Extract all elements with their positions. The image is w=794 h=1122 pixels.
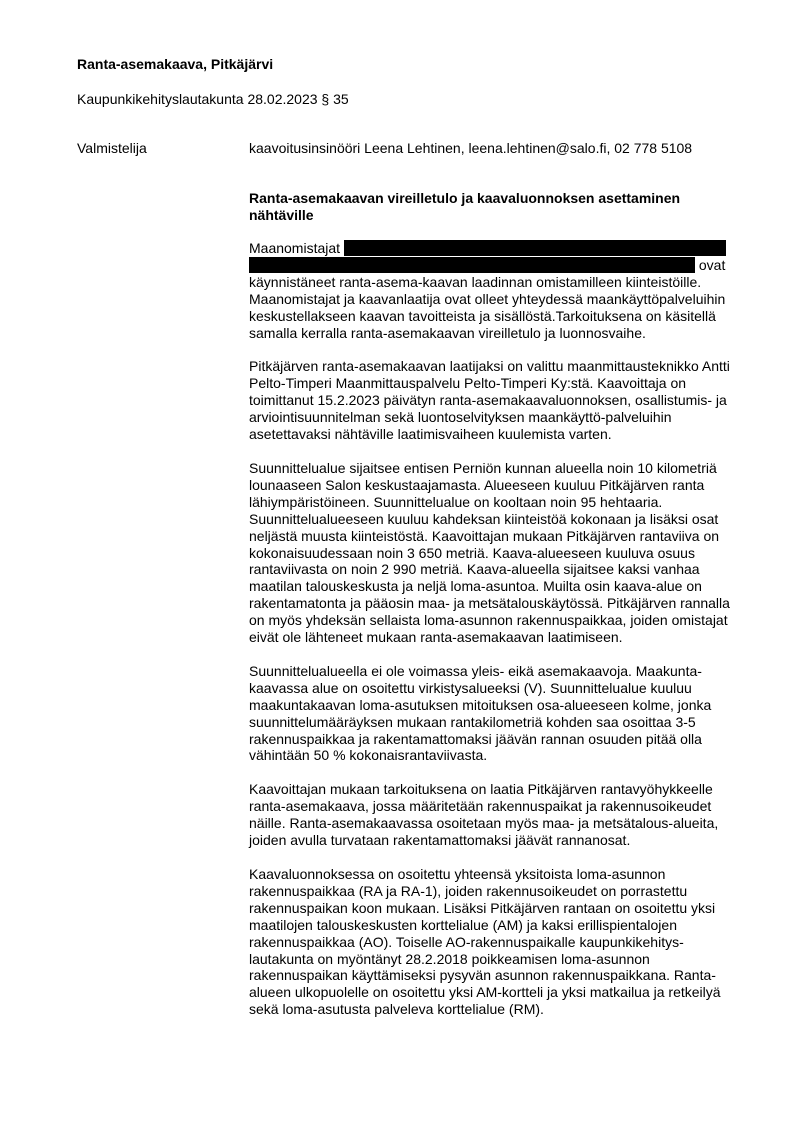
paragraph-1: [249, 240, 741, 341]
preparer-value: kaavoitusinsinööri Leena Lehtinen, leena.lehtinen@salo.fi, 02 778 5108: [249, 140, 693, 156]
document-body: [249, 240, 741, 1035]
document-title: Ranta-asemakaava, Pitkäjärvi: [77, 56, 274, 72]
subject-heading: Ranta-asemakaavan vireilletulo ja kaavaluonnoksen asettaminen nähtäville: [249, 190, 681, 223]
paragraph-2: Pitkäjärven ranta-asemakaavan laatijaksi on valittu maanmittausteknikko Antti Pelto-Timperi Maanmittauspalvelu Pelto-Timperi Ky:stä. Kaavoittaja on toimittanut 15.2.2023 päivätyn ranta-asemakaavaluonnoksen, osallistumis- ja arviointisuunnitelman sekä luontoselvityksen maankäyttö-palveluihin asetettavaksi nähtäville laatimisvaiheen kuulemista varten.: [249, 358, 730, 443]
landowners-label: Maanomistajat: [249, 240, 341, 256]
paragraph-3: Suunnittelualue sijaitsee entisen Perniön kunnan alueella noin 10 kilometriä lounaaseen Salon keskustaajamasta. Alueeseen kuuluu Pitkäjärven ranta lähiympäristöineen. Suunnittelualue on kooltaan noin 95 hehtaaria. Suunnittelualueeseen kuuluu kahdeksan kiinteistöä kokonaan ja lisäksi osat neljästä muusta kiinteistöstä. Kaavoittajan mukaan Pitkäjärven rantaviiva on kokonaisuudessaan noin 3 650 metriä. Kaava-alueeseen kuuluva osuus rantaviivasta on noin 2 990 metriä. Kaava-alueella sijaitsee kaksi vanhaa maatilan talouskeskusta ja neljä loma-asuntoa. Muilta osin kaava-alue on rakentamatonta ja pääosin maa- ja metsätalouskäytössä. Pitkäjärven rannalla on myös yhdeksän sellaista loma-asunnon rakennuspaikkaa, joiden omistajat eivät ole lähteneet mukaan ranta-asemakaavan laatimiseen.: [249, 459, 730, 646]
paragraph-5: Kaavoittajan mukaan tarkoituksena on laatia Pitkäjärven rantavyöhykkeelle ranta-asemakaava, jossa määritetään rakennuspaikat ja rakennusoikeudet näille. Ranta-asemakaavassa osoitetaan myös maa- ja metsätalous-alueita, joiden avulla turvataan rakentamattomaksi jäävät rannanosat.: [249, 781, 719, 849]
paragraph-6: Kaavaluonnoksessa on osoitettu yhteensä yksitoista loma-asunnon rakennuspaikkaa (RA ja RA-1), joiden rakennusoikeudet on porrastettu rakennuspaikan koon mukaan. Lisäksi Pitkäjärven rantaan on osoitettu yksi maatilojen talouskeskusten korttelialue (AM) ja kaksi erillispientalojen rakennuspaikkaa (AO). Toiselle AO-rakennuspaikalle kaupunkikehitys-lautakunta on myöntänyt 28.2.2018 poikkeamisen loma-asunnon rakennuspaikan käyttämiseksi pysyvän asunnon rakennuspaikkana. Ranta-alueen ulkopuolelle on osoitettu yksi AM-kortteli ja yksi matkailua ja retkeilyä sekä loma-asutusta palveleva korttelialue (RM).: [249, 866, 721, 1018]
redaction-bar: [344, 240, 726, 256]
meeting-reference: Kaupunkikehityslautakunta 28.02.2023 § 35: [77, 91, 349, 107]
paragraph-4: Suunnittelualueella ei ole voimassa yleis- eikä asemakaavoja. Maakunta-kaavassa alue on osoitettu virkistysalueeksi (V). Suunnittelualue kuuluu maakuntakaavan loma-asutuksen mitoituksen osa-alueeseen kolme, jonka suunnittelumääräyksen mukaan rantakilometriä kohden saa osoittaa 3-5 rakennuspaikkaa ja rakentamattomaksi jäävän rannan osuuden pitää olla vähintään 50 % kokonaisrantaviivasta.: [249, 662, 712, 764]
paragraph-1-after-redaction: ovat: [698, 256, 726, 273]
paragraph-1-text: käynnistäneet ranta-asema-kaavan laadinnan omistamilleen kiinteistöille. Maanomistajat ja kaavanlaatija ovat olleet yhteydessä maankäyttöpalveluihin keskustellakseen kaavan tavoitteista ja sisällöstä.Tarkoituksena on käsitellä samalla kerralla ranta-asemakaavan vireilletulo ja luonnosvaihe.: [249, 273, 726, 341]
redaction-bar: [249, 257, 695, 273]
preparer-label: Valmistelija: [77, 140, 147, 156]
